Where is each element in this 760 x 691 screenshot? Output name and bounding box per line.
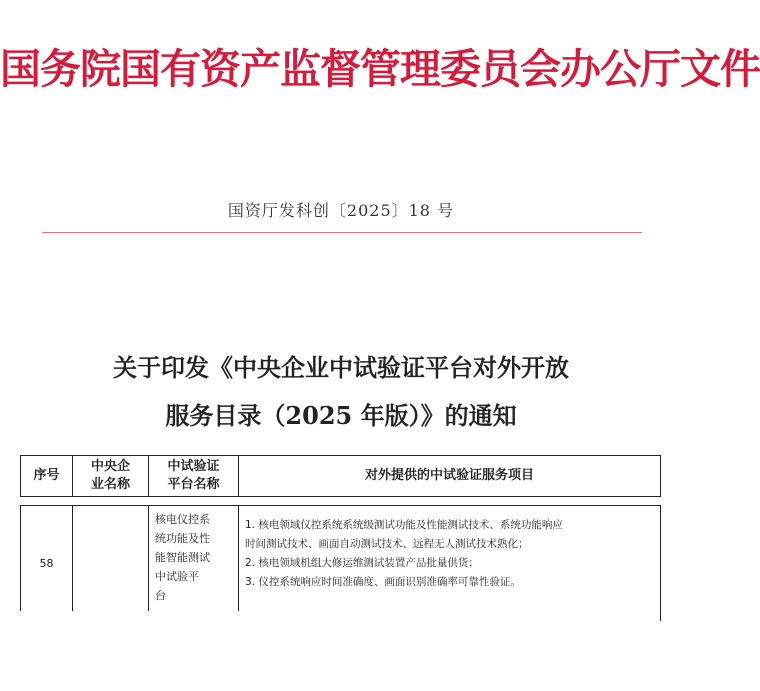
- platform-line: 台: [155, 589, 166, 602]
- table-header-row: [21, 456, 661, 497]
- table-gap-row: [21, 497, 661, 506]
- service-line: 3. 仪控系统响应时间准确度、画面识别准确率可靠性验证。: [245, 576, 521, 588]
- platform-line: 能智能测试: [155, 551, 210, 564]
- document-header-title: 国务院国有资产监督管理委员会办公厅文件: [0, 45, 760, 93]
- platform-line: 核电仪控系: [155, 513, 210, 526]
- row-services: [239, 506, 661, 621]
- platform-line: 中试验平: [155, 570, 199, 583]
- row-platform: [149, 506, 239, 621]
- row-company: [73, 506, 149, 621]
- service-line: 2. 核电领域机组大修运维测试装置产品批量供货；: [245, 557, 479, 569]
- header-platform: [149, 456, 239, 497]
- page-cutoff: [20, 611, 660, 691]
- header-platform-line-2: 平台名称: [167, 477, 220, 492]
- red-divider-line: [42, 232, 642, 233]
- platform-line: 统功能及性: [155, 532, 210, 545]
- table-row: [21, 506, 661, 621]
- header-company-line-2: 业名称: [90, 477, 130, 492]
- service-line: 时间测试技术、画面自动测试技术、远程无人测试技术熟化；: [245, 538, 529, 550]
- header-seq: 序号: [21, 456, 73, 497]
- header-services: 对外提供的中试验证服务项目: [239, 456, 661, 497]
- header-company-line-1: 中央企: [90, 459, 130, 474]
- notice-title-line-1: 关于印发《中央企业中试验证平台对外开放: [113, 353, 569, 382]
- document-number: 国资厅发科创〔2025〕18 号: [227, 201, 455, 220]
- service-catalog-table: [20, 455, 661, 621]
- row-seq: 58: [21, 506, 73, 621]
- notice-title: [0, 344, 682, 440]
- service-line: 1. 核电领域仪控系统系统级测试功能及性能测试技术、系统功能响应: [245, 519, 563, 531]
- header-platform-line-1: 中试验证: [167, 459, 220, 474]
- header-company: [73, 456, 149, 497]
- notice-title-line-2: 服务目录（2025 年版）》的通知: [165, 401, 517, 430]
